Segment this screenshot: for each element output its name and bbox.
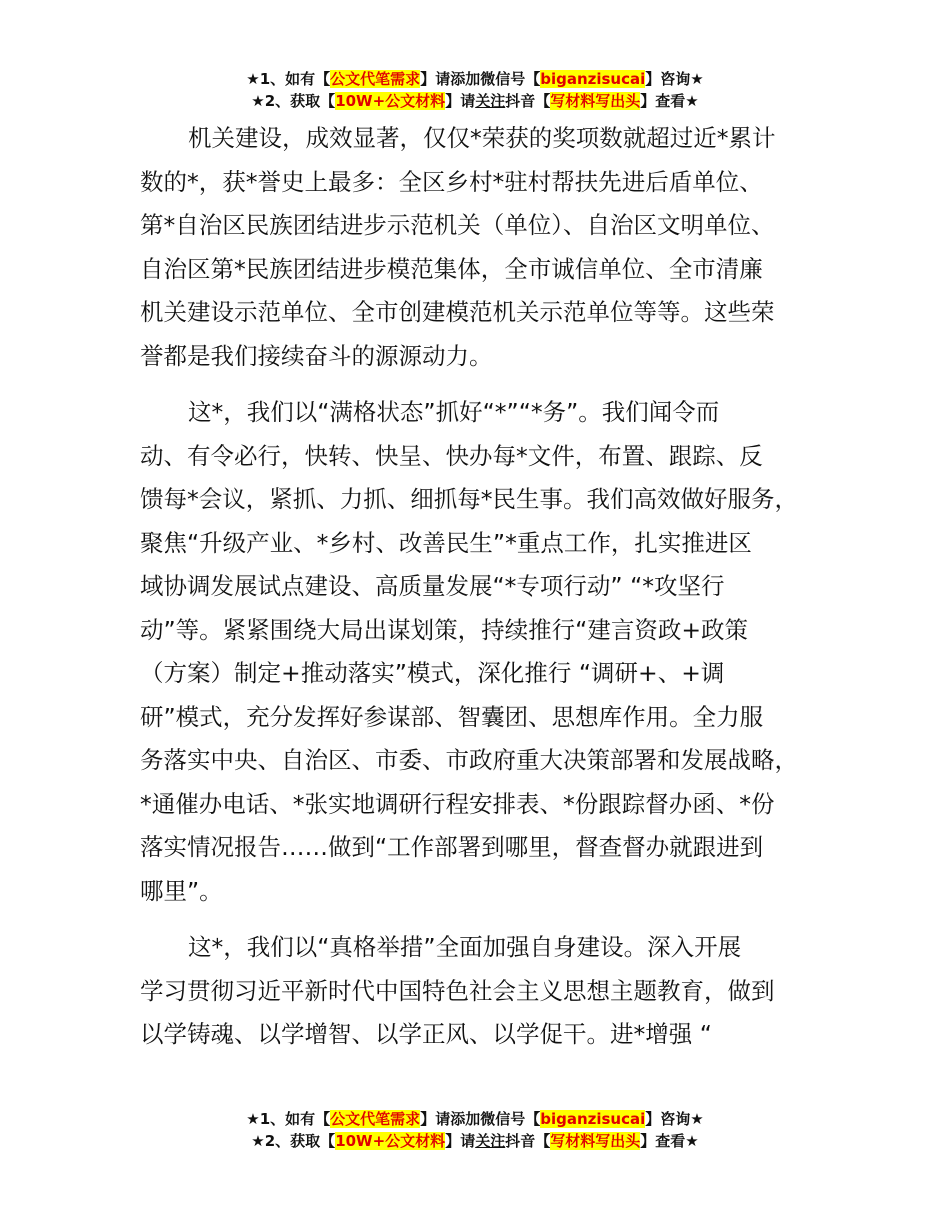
text-line: [140, 391, 830, 435]
banner-highlight: 写材料写出头: [550, 1132, 641, 1150]
banner-wechat-id: biganzisucai: [540, 70, 646, 88]
banner-text: 】查看★: [640, 1132, 699, 1150]
text-line-content: 这*，我们以“真格举措”全面加强自身建设。深入开展: [188, 933, 742, 961]
text-line: 馈每*会议，紧抓、力抓、细抓每*民生事。我们高效做好服务，: [140, 485, 798, 513]
text-line: （方案）制定+推动落实”模式，深化推行 “调研+、+调: [140, 659, 725, 687]
banner-text: 】请添加微信号【: [420, 70, 541, 88]
banner-text: 】请: [445, 1132, 476, 1150]
paragraph-1: [140, 117, 830, 378]
text-line: 数的*，获*誉史上最多：全区乡村*驻村帮扶先进后盾单位、: [140, 167, 763, 196]
banner-highlight: 公文代笔需求: [330, 70, 421, 88]
text-line: 学习贯彻习近平新时代中国特色社会主义思想主题教育，做到: [140, 976, 775, 1005]
banner-text: 抖音【: [505, 92, 551, 110]
text-line: 自治区第*民族团结进步模范集体，全市诚信单位、全市清廉: [140, 254, 763, 283]
text-line: 第*自治区民族团结进步示范机关（单位）、自治区文明单位、: [140, 211, 775, 239]
text-line: 聚焦“升级产业、*乡村、改善民生”*重点工作，扎实推进区: [140, 528, 752, 557]
banner-highlight: 公文代笔需求: [330, 1110, 421, 1128]
banner-highlight: 10W+公文材料: [335, 1132, 446, 1150]
header-banner: [0, 68, 950, 112]
text-line-content: 这*，我们以“满格状态”抓好“*”“*务”。我们闻令而: [188, 398, 720, 426]
banner-wechat-id: biganzisucai: [540, 1110, 646, 1128]
banner-text: 】咨询★: [645, 1110, 704, 1128]
text-line: 哪里”。: [140, 876, 223, 905]
banner-line-2: [0, 90, 950, 112]
banner-text: 】查看★: [640, 92, 699, 110]
text-line: [140, 117, 830, 161]
banner-text: 】请: [445, 92, 476, 110]
text-line: 动、有令必行，快转、快呈、快办每*文件，布置、跟踪、反: [140, 441, 763, 470]
banner-line-1: [0, 68, 950, 90]
banner-text: 】请添加微信号【: [420, 1110, 541, 1128]
banner-underlined: 关注: [475, 1132, 506, 1150]
text-line: 以学铸魂、以学增智、以学正风、以学促干。进*增强 “: [140, 1020, 712, 1048]
footer-banner: [0, 1108, 950, 1152]
banner-line-1: [0, 1108, 950, 1130]
text-line: 域协调发展试点建设、高质量发展“*专项行动” “*攻坚行: [140, 572, 725, 600]
banner-text: ★1、如有【: [246, 70, 331, 88]
banner-text: 】咨询★: [645, 70, 704, 88]
text-line: [140, 926, 830, 970]
text-line: 誉都是我们接续奋斗的源源动力。: [140, 341, 493, 370]
document-body: [140, 117, 830, 1057]
banner-text: ★2、获取【: [251, 1132, 336, 1150]
text-line: 研”模式，充分发挥好参谋部、智囊团、思想库作用。全力服: [140, 702, 764, 731]
banner-highlight: 写材料写出头: [550, 92, 641, 110]
text-line: 落实情况报告……做到“工作部署到哪里，督查督办就跟进到: [140, 833, 764, 861]
text-line-content: 机关建设，成效显著，仅仅*荣获的奖项数就超过近*累计: [188, 124, 776, 152]
banner-underlined: 关注: [475, 92, 506, 110]
paragraph-2: [140, 391, 830, 913]
banner-highlight: 10W+公文材料: [335, 92, 446, 110]
banner-text: ★2、获取【: [251, 92, 336, 110]
paragraph-3: [140, 926, 830, 1057]
text-line: 动”等。紧紧围绕大局出谋划策，持续推行“建言资政+政策: [140, 615, 749, 644]
text-line: *通催办电话、*张实地调研行程安排表、*份跟踪督办函、*份: [140, 789, 775, 818]
banner-text: 抖音【: [505, 1132, 551, 1150]
text-line: 务落实中央、自治区、市委、市政府重大决策部署和发展战略，: [140, 746, 798, 774]
text-line: 机关建设示范单位、全市创建模范机关示范单位等等。这些荣: [140, 298, 775, 326]
banner-text: ★1、如有【: [246, 1110, 331, 1128]
banner-line-2: [0, 1130, 950, 1152]
